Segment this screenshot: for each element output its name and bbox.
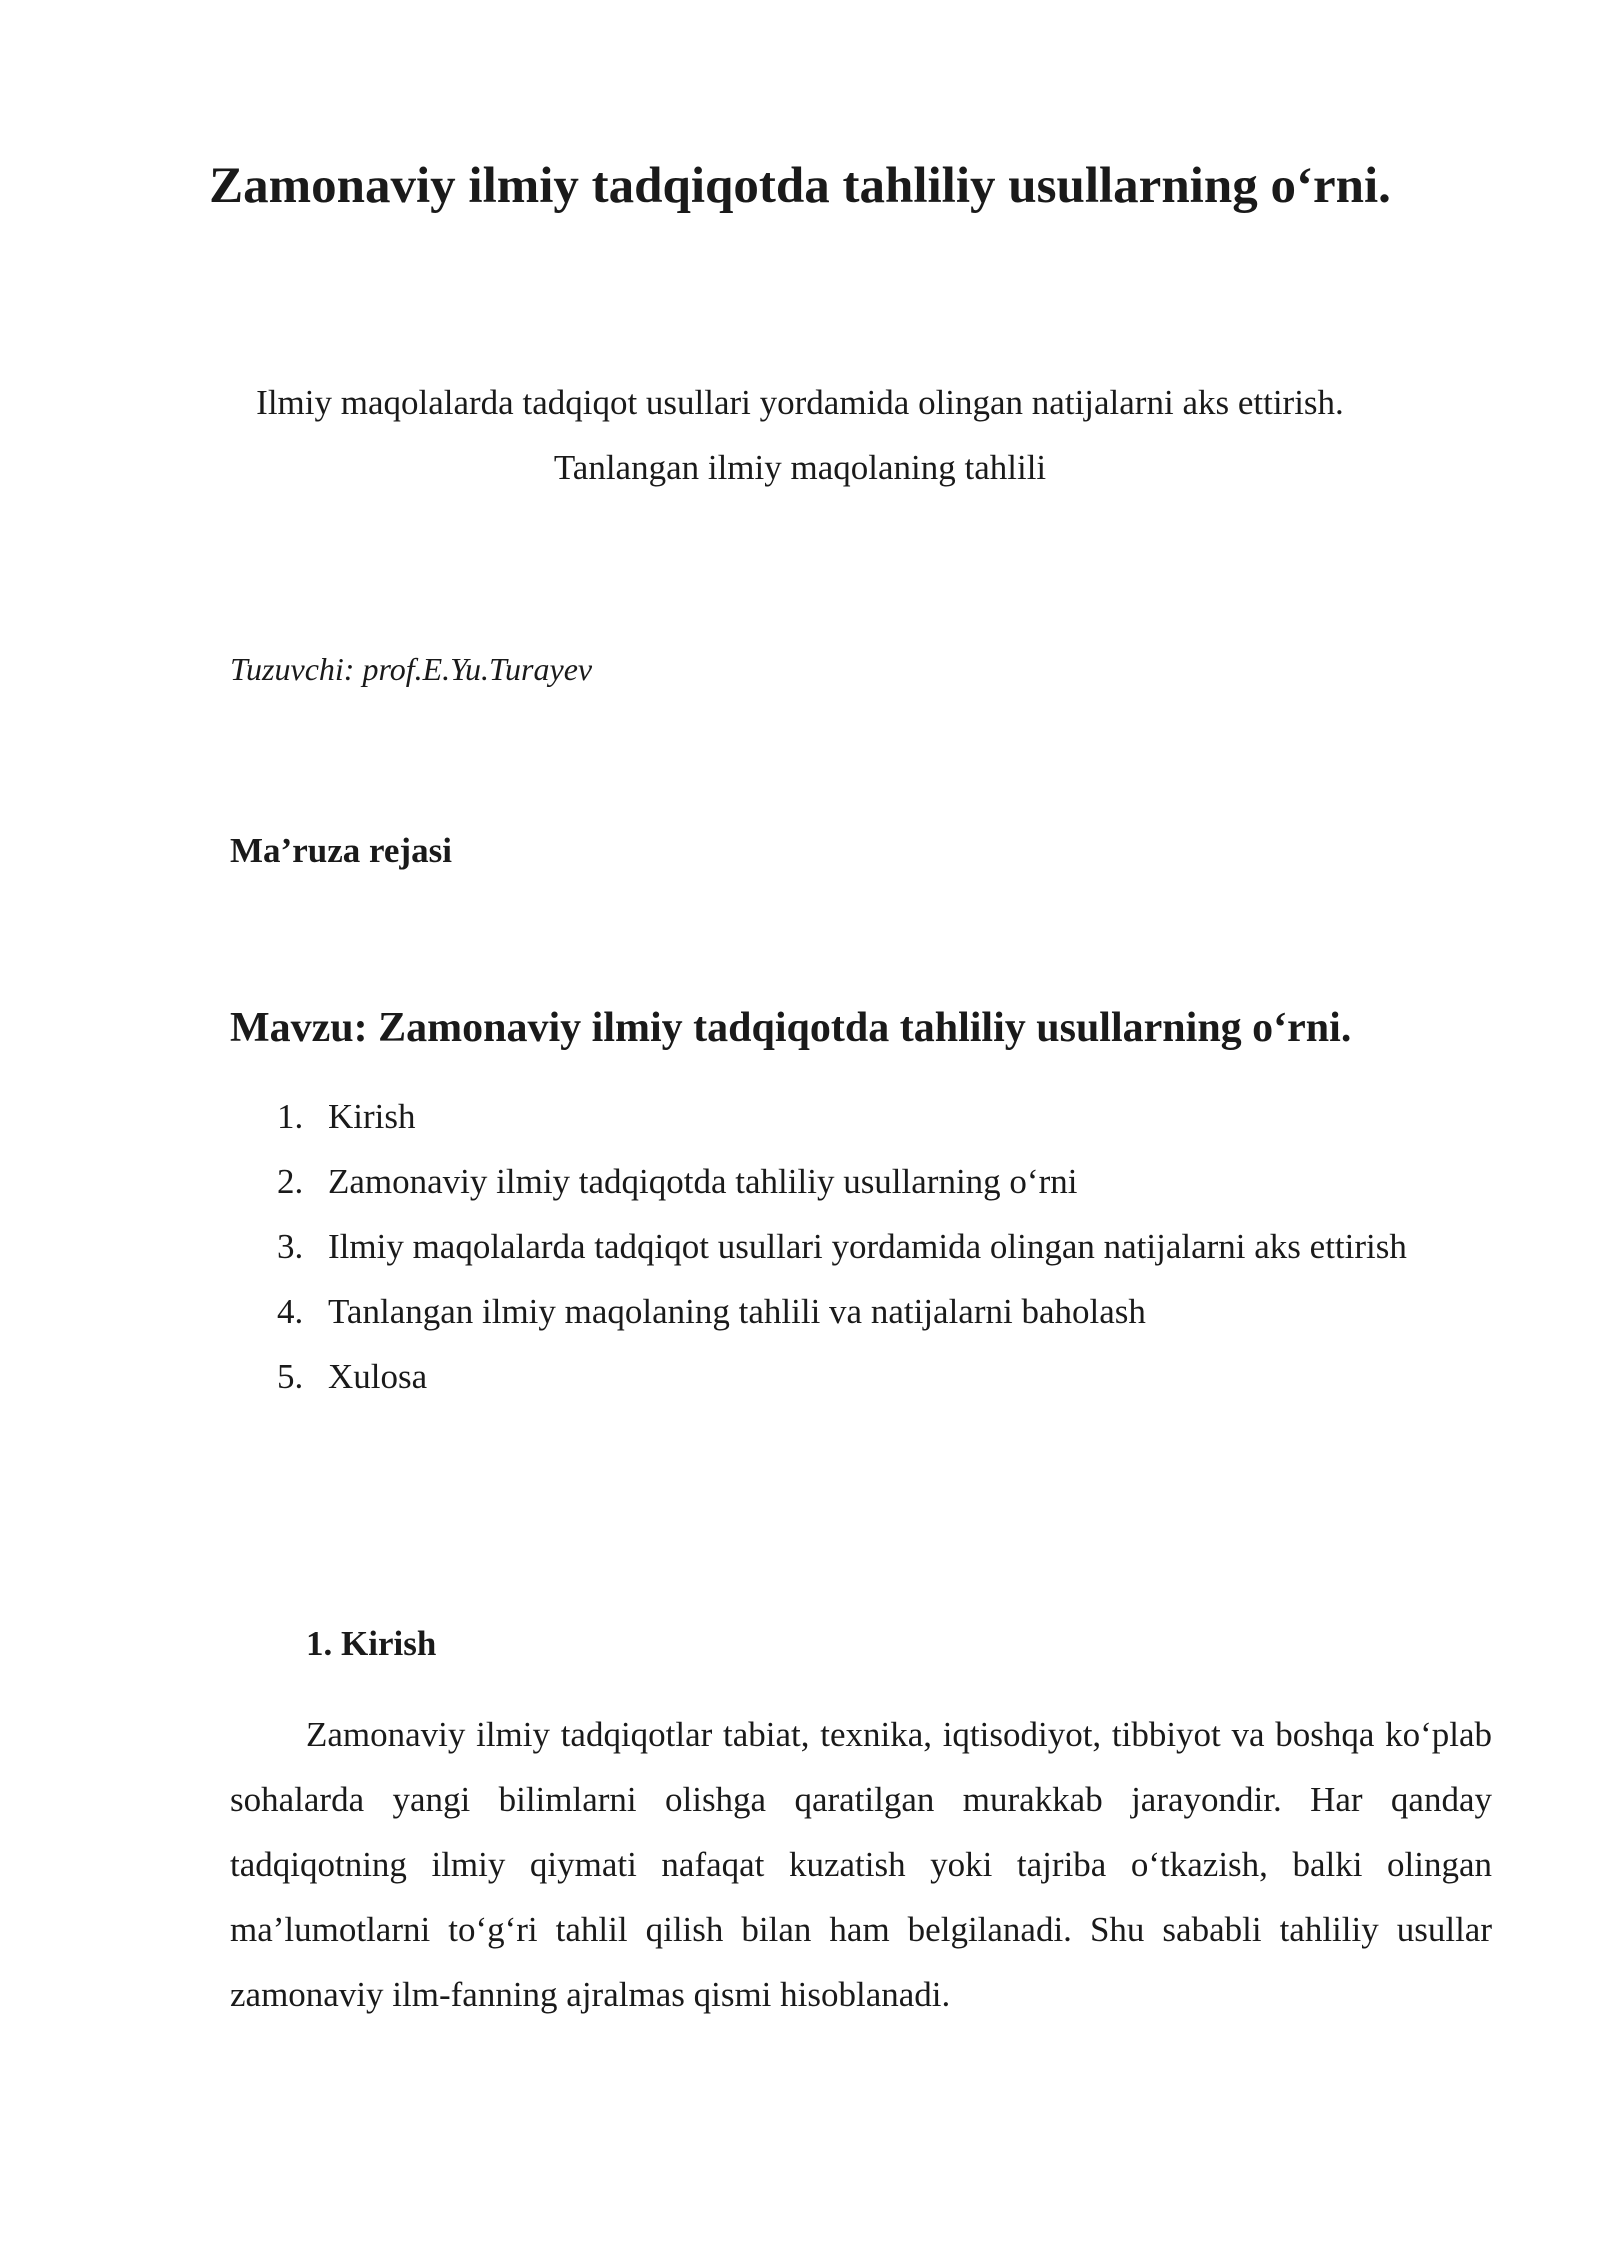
lecture-plan-heading: Ma’ruza rejasi (230, 831, 452, 870)
plan-item-number: 5. (277, 1357, 304, 1396)
topic-heading: Mavzu: Zamonaviy ilmiy tadqiqotda tahliliy usullarning o‘rni. (230, 1005, 1352, 1051)
subtitle-line-1: Ilmiy maqolalarda tadqiqot usullari yordamida olingan natijalarni aks ettirish. (256, 383, 1344, 422)
plan-item-text: Kirish (328, 1097, 416, 1136)
section-heading-introduction: 1. Kirish (306, 1624, 437, 1663)
plan-item-number: 3. (277, 1227, 304, 1266)
plan-item-number: 2. (277, 1162, 304, 1201)
plan-item-number: 4. (277, 1292, 304, 1331)
author-line: Tuzuvchi: prof.E.Yu.Turayev (230, 651, 593, 687)
plan-item-text: Ilmiy maqolalarda tadqiqot usullari yordamida olingan natijalarni aks ettirish (328, 1227, 1407, 1266)
subtitle-line-2: Tanlangan ilmiy maqolaning tahlili (553, 448, 1047, 487)
plan-item-text: Tanlangan ilmiy maqolaning tahlili va natijalarni baholash (328, 1292, 1146, 1331)
plan-item-number: 1. (277, 1097, 304, 1136)
introduction-paragraph: Zamonaviy ilmiy tadqiqotlar tabiat, texnika, iqtisodiyot, tibbiyot va boshqa ko‘plab sohalarda yangi bilimlarni olishga qaratilgan murakkab jarayondir. Har qanday tadqiqotning ilmiy qiymati nafaqat kuzatish yoki tajriba o‘tkazish, balki olingan ma’lumotlarni to‘g‘ri tahlil qilish bilan ham belgilanadi. Shu sababli tahliliy usullar zamonaviy ilm-fanning ajralmas qismi hisoblanadi. (230, 1715, 1492, 2014)
plan-item-text: Xulosa (328, 1357, 428, 1396)
plan-item-text: Zamonaviy ilmiy tadqiqotda tahliliy usullarning o‘rni (328, 1162, 1078, 1201)
document-title: Zamonaviy ilmiy tadqiqotda tahliliy usullarning o‘rni. (209, 158, 1391, 214)
